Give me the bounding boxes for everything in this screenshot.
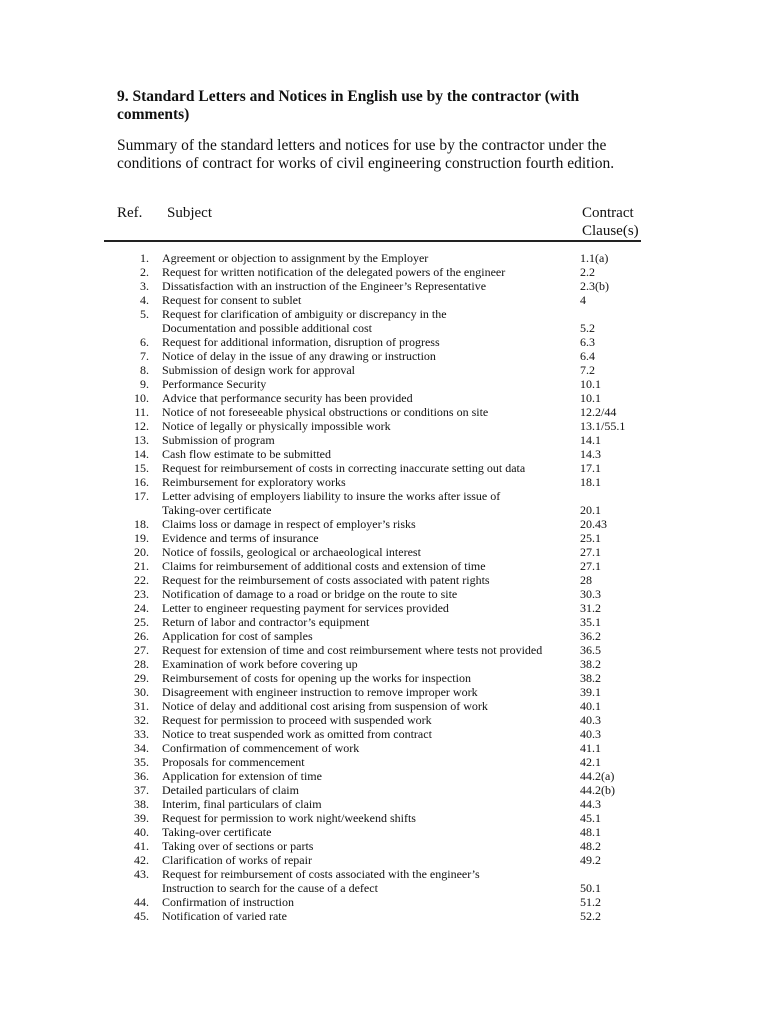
item-ref: 32. [134,713,149,727]
item-subject: Request for permission to work night/weekend shifts [162,811,416,825]
item-clause: 49.2 [580,853,601,867]
item-clause: 39.1 [580,685,601,699]
list-item [0,265,768,279]
item-ref: 24. [134,601,149,615]
item-clause: 18.1 [580,475,601,489]
item-ref: 40. [134,825,149,839]
item-ref: 29. [134,671,149,685]
item-ref: 15. [134,461,149,475]
list-item [0,419,768,433]
item-subject: Notice of fossils, geological or archaeological interest [162,545,421,559]
item-ref: 23. [134,587,149,601]
list-item [0,587,768,601]
item-clause: 36.5 [580,643,601,657]
item-subject: Application for cost of samples [162,629,313,643]
item-clause: 40.1 [580,699,601,713]
list-item [0,755,768,769]
list-item [0,797,768,811]
item-clause: 42.1 [580,755,601,769]
item-ref: 26. [134,629,149,643]
list-item [0,279,768,293]
item-clause: 48.2 [580,839,601,853]
item-ref: 10. [134,391,149,405]
item-clause: 44.2(b) [580,783,615,797]
list-item [0,727,768,741]
item-clause: 14.1 [580,433,601,447]
item-subject: Request for the reimbursement of costs associated with patent rights [162,573,490,587]
item-subject: Letter advising of employers liability to insure the works after issue of [162,489,501,503]
list-item [0,895,768,909]
item-ref: 16. [134,475,149,489]
item-ref: 4. [140,293,149,307]
contract-clause-column-header [582,204,662,240]
item-ref: 38. [134,797,149,811]
item-clause: 6.4 [580,349,595,363]
list-item [0,447,768,461]
item-clause: 48.1 [580,825,601,839]
section-heading: 9. Standard Letters and Notices in English use by the contractor (with comments) [117,88,580,123]
list-item [0,349,768,363]
item-ref: 11. [134,405,149,419]
item-clause: 13.1/55.1 [580,419,626,433]
item-ref: 7. [140,349,149,363]
list-item [0,461,768,475]
item-subject: Request for clarification of ambiguity or discrepancy in the [162,307,447,321]
item-ref: 36. [134,769,149,783]
item-subject: Reimbursement for exploratory works [162,475,346,489]
contract-clause-header-line1: Contract [582,205,634,221]
item-ref: 25. [134,615,149,629]
item-ref: 37. [134,783,149,797]
item-clause: 27.1 [580,545,601,559]
list-item [0,853,768,867]
item-clause: 52.2 [580,909,601,923]
item-subject: Return of labor and contractor’s equipment [162,615,370,629]
item-subject: Proposals for commencement [162,755,305,769]
item-ref: 22. [134,573,149,587]
letters-list [0,251,768,923]
list-item [0,391,768,405]
list-item [0,811,768,825]
list-item [0,307,768,335]
item-subject: Evidence and terms of insurance [162,531,319,545]
item-ref: 33. [134,727,149,741]
item-ref: 19. [134,531,149,545]
item-subject: Dissatisfaction with an instruction of the Engineer’s Representative [162,279,487,293]
item-clause: 45.1 [580,811,601,825]
list-item [0,377,768,391]
item-ref: 42. [134,853,149,867]
item-subject: Submission of design work for approval [162,363,355,377]
list-item [0,783,768,797]
item-subject: Letter to engineer requesting payment for services provided [162,601,449,615]
item-clause: 41.1 [580,741,601,755]
list-item [0,475,768,489]
item-ref: 12. [134,419,149,433]
item-subject: Submission of program [162,433,275,447]
item-subject: Taking-over certificate [162,503,272,517]
list-item [0,671,768,685]
item-ref: 2. [140,265,149,279]
item-subject: Performance Security [162,377,267,391]
list-item [0,657,768,671]
list-item [0,405,768,419]
item-ref: 45. [134,909,149,923]
item-clause: 14.3 [580,447,601,461]
list-item [0,629,768,643]
item-clause: 10.1 [580,391,601,405]
item-clause: 50.1 [580,881,601,895]
item-clause: 36.2 [580,629,601,643]
list-item [0,643,768,657]
item-subject: Notice of delay in the issue of any drawing or instruction [162,349,436,363]
list-item [0,685,768,699]
item-clause: 27.1 [580,559,601,573]
item-clause: 20.1 [580,503,601,517]
item-ref: 21. [134,559,149,573]
item-ref: 43. [134,867,149,881]
item-clause: 7.2 [580,363,595,377]
list-item [0,867,768,895]
item-clause: 1.1(a) [580,251,609,265]
item-clause: 2.2 [580,265,595,279]
item-subject: Detailed particulars of claim [162,783,299,797]
item-subject: Request for additional information, disruption of progress [162,335,440,349]
item-ref: 39. [134,811,149,825]
item-subject: Instruction to search for the cause of a defect [162,881,378,895]
item-ref: 3. [140,279,149,293]
item-ref: 17. [134,489,149,503]
item-subject: Request for consent to sublet [162,293,302,307]
list-item [0,601,768,615]
item-ref: 30. [134,685,149,699]
item-subject: Agreement or objection to assignment by the Employer [162,251,429,265]
list-item [0,909,768,923]
list-item [0,699,768,713]
item-subject: Interim, final particulars of claim [162,797,322,811]
item-subject: Claims for reimbursement of additional costs and extension of time [162,559,486,573]
item-subject: Advice that performance security has been provided [162,391,413,405]
item-clause: 40.3 [580,727,601,741]
subject-column-header: Subject [167,205,212,221]
item-clause: 10.1 [580,377,601,391]
item-ref: 20. [134,545,149,559]
item-ref: 18. [134,517,149,531]
list-item [0,251,768,265]
item-clause: 38.2 [580,671,601,685]
item-subject: Taking-over certificate [162,825,272,839]
ref-column-header: Ref. [117,205,143,221]
item-clause: 31.2 [580,601,601,615]
item-clause: 40.3 [580,713,601,727]
item-clause: 44.2(a) [580,769,615,783]
item-subject: Notification of damage to a road or bridge on the route to site [162,587,458,601]
item-subject: Notice to treat suspended work as omitted from contract [162,727,432,741]
list-item [0,573,768,587]
item-ref: 13. [134,433,149,447]
list-item [0,615,768,629]
item-clause: 20.43 [580,517,607,531]
header-divider [104,240,641,242]
item-ref: 35. [134,755,149,769]
item-clause: 30.3 [580,587,601,601]
item-clause: 5.2 [580,321,595,335]
item-subject: Notification of varied rate [162,909,287,923]
list-item [0,825,768,839]
item-clause: 2.3(b) [580,279,609,293]
item-clause: 4 [580,293,586,307]
item-subject: Notice of legally or physically impossible work [162,419,391,433]
item-subject: Notice of delay and additional cost arising from suspension of work [162,699,488,713]
item-subject: Application for extension of time [162,769,322,783]
item-ref: 31. [134,699,149,713]
item-ref: 6. [140,335,149,349]
item-subject: Request for reimbursement of costs in correcting inaccurate setting out data [162,461,526,475]
item-subject: Reimbursement of costs for opening up the works for inspection [162,671,471,685]
item-subject: Clarification of works of repair [162,853,312,867]
list-item [0,293,768,307]
item-subject: Confirmation of instruction [162,895,294,909]
item-subject: Claims loss or damage in respect of employer’s risks [162,517,416,531]
item-clause: 17.1 [580,461,601,475]
intro-paragraph: Summary of the standard letters and notices for use by the contractor under the conditions of contract for works of civil engineering construction fourth edition. [117,137,615,172]
item-subject: Taking over of sections or parts [162,839,314,853]
item-clause: 35.1 [580,615,601,629]
item-ref: 44. [134,895,149,909]
item-clause: 25.1 [580,531,601,545]
list-item [0,741,768,755]
item-subject: Request for reimbursement of costs associated with the engineer’s [162,867,480,881]
item-subject: Notice of not foreseeable physical obstructions or conditions on site [162,405,489,419]
list-item [0,839,768,853]
item-clause: 51.2 [580,895,601,909]
item-subject: Request for extension of time and cost reimbursement where tests not provided [162,643,543,657]
list-item [0,713,768,727]
item-ref: 14. [134,447,149,461]
item-subject: Cash flow estimate to be submitted [162,447,331,461]
list-item [0,769,768,783]
item-subject: Disagreement with engineer instruction to remove improper work [162,685,478,699]
list-item [0,363,768,377]
item-ref: 34. [134,741,149,755]
item-ref: 9. [140,377,149,391]
item-subject: Examination of work before covering up [162,657,358,671]
list-item [0,335,768,349]
item-clause: 28 [580,573,592,587]
item-ref: 27. [134,643,149,657]
item-subject: Confirmation of commencement of work [162,741,360,755]
list-item [0,531,768,545]
list-item [0,517,768,531]
item-clause: 6.3 [580,335,595,349]
item-clause: 44.3 [580,797,601,811]
item-ref: 1. [140,251,149,265]
item-ref: 41. [134,839,149,853]
list-item [0,489,768,517]
item-subject: Request for permission to proceed with suspended work [162,713,432,727]
item-clause: 38.2 [580,657,601,671]
item-subject: Documentation and possible additional cost [162,321,372,335]
list-item [0,433,768,447]
item-ref: 28. [134,657,149,671]
contract-clause-header-line2: Clause(s) [582,223,639,239]
list-item [0,559,768,573]
item-subject: Request for written notification of the delegated powers of the engineer [162,265,506,279]
list-item [0,545,768,559]
item-ref: 5. [140,307,149,321]
item-clause: 12.2/44 [580,405,617,419]
item-ref: 8. [140,363,149,377]
